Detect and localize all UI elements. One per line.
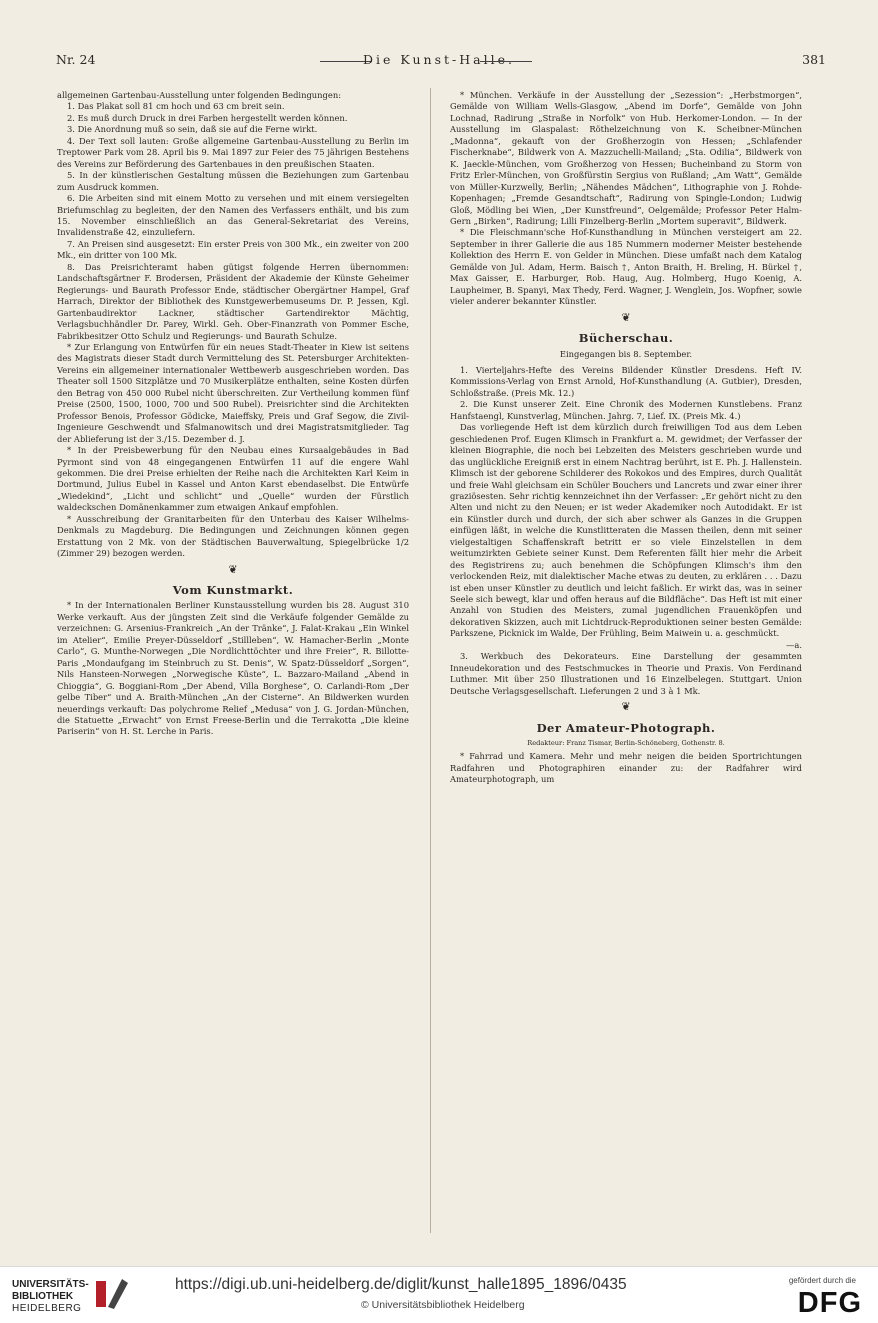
paragraph: Das vorliegende Heft ist dem kürzlich durch freiwilligen Tod aus dem Leben geschiedenen Prof. Eugen Klimsch in Frankfurt a. M. gewidmet; der Verfasser der kleinen Biographie, die noch bei Lebzeiten des Meisters geschrieben wurde und das unglückliche Ereigniß erst in einem Nachtrag berührt, ist E. Ph. J. Hallenstein. Klimsch ist der geborene Schilderer des Rokokos und des Empires, durch Qualität und freie Wahl gleichsam ein Schüler Bouchers und Lancrets und zwar einer ihrer graziösesten. Sehr richtig kennzeichnet ihn der Verfasser: „Er gehört nicht zu den Alten und nicht zu den Neuen; er ist weder Akademiker noch Autodidakt. Er ist ein Künstler durch und durch, der sich aber schwer als Ganzes in die Gruppen einfügen läßt, in welche die Kunstlitteraten die Massen theilen, denn mit seiner vielgestaltigen Schaffenskraft betritt er so viele Einzelstellen in dem weitumzirkten Gebiete seiner Kunst. Dem Referenten fällt hier mehr die Arbeit des Registrirens zu; auch benehmen die Schöpfungen Klimsch's ihm den verlockenden Reiz, mit dialektischer Mache etwas zu deuten, zu erklären . . . Dazu ist eben unser Künstler zu deutlich und leicht faßlich. Er wirkt das, was in seiner Seele sich bewegt, klar und offen heraus auf die Bildfläche“. Das Heft ist mit einer Anzahl von Studien des Meisters, zumal jugendlichen Frauenköpfen und dekorativen Skizzen, auch mit Lichtdruck-Reproduktionen seiner besten Gemälde: Parkszene, Picknick im Walde, Der Frühling, Beim Maiwein u. a. geschmückt. [450, 422, 802, 639]
permalink-url[interactable]: https://digi.ub.uni-heidelberg.de/diglit/kunst_halle1895_1896/0435 [175, 1276, 627, 1293]
fleuron-ornament-icon: ❦ [621, 700, 631, 714]
paragraph: * Zur Erlangung von Entwürfen für ein neues Stadt-Theater in Kiew ist seitens des Magistrats dieser Stadt durch Vermittelung des St. Petersburger Architekten-Vereins ein allgemeiner internationaler Wettbewerb ausgeschrieben worden. Das Theater soll 1500 Sitzplätze und 70 Musikerplätze enthalten, seine Kosten dürfen den Betrag von 450 000 Rubel nicht überschreiten. Zur Vertheilung kommen fünf Preise (2500, 1500, 1000, 700 und 500 Rubel). Preisrichter sind die Architekten Professor Benois, Professor Gödicke, Maieffsky, Preis und Graf Segow, die Zivil-Ingenieure Geschwendt und Sfalmanowitsch und drei Magistratsmitglieder. Tag der Ablieferung ist der 3./15. Dezember d. J. [57, 341, 409, 444]
fleuron-ornament-icon: ❦ [228, 562, 238, 576]
library-emblem-icon [92, 1275, 130, 1313]
paragraph: allgemeinen Gartenbau-Ausstellung unter folgenden Bedingungen: [57, 90, 342, 100]
library-city: HEIDELBERG [12, 1303, 82, 1314]
paragraph: 8. Das Preisrichteramt haben gütigst folgende Herren übernommen: Landschaftsgärtner F. Brodersen, Präsident der Akademie der Künste Geheimer Regierungs- und Baurath Professor Ende, städtischer Obergärtner Hampel, Graf Harrach, Direktor der Bibliothek des Kunstgewerbemuseums Dr. P. Jessen, Kgl. Gartenbaudirektor Lackner, städtischer Gartendirektor Mächtig, Verlagsbuchhändler Dr. Parey, Wirkl. Geh. Ober-Finanzrath von Pommer Esche, Fabrikbesitzer Otto Schulz und Regierungs- und Baurath Schulze. [57, 261, 409, 341]
paragraph: * München. Verkäufe in der Ausstellung der „Sezession“: „Herbstmorgen“, Gemälde von William Wells-Glasgow, „Abend im Dorfe“, Gemälde von John Lochnad, Radirung „Straße in Norfolk“ von Hub. Herkomer-London. — In der Ausstellung im Glaspalast: Röthelzeichnung von K. Scheibner-München „Madonna“, gekauft von der Großherzogin von Hessen; „Schlafender Fischerknabe“, Bildwerk von A. Mazzuchelli-Mailand; „Sta. Odilia“, Bildwerk von K. Jaeckle-München, vom Großherzog von Hessen; Bucheinband zu Storm von Fritz Erler-München, von Großfürstin Sergius von Rußland; „Am Watt“, Gemälde von Müller-Kurzwelly, Berlin; „Nähendes Mädchen“, Lithographie von J. Rohde-Kopenhagen; „Fremde Gesandtschaft“, Radirung von Spingle-London; Ludwig Gloß, Mödling bei Wien, „Der Kunstfreund“, Oelgemälde; Professor Peter Halm-Gern „Birken“, Radirung; Lilli Finzelberg-Berlin „Mortem superavit“, Bildwerk. [450, 90, 802, 226]
paragraph: 7. An Preisen sind ausgesetzt: Ein erster Preis von 300 Mk., ein zweiter von 200 Mk., ein dritter von 100 Mk. [57, 238, 409, 261]
viewer-footer [0, 1266, 878, 1323]
right-column [450, 90, 802, 786]
paragraph: * Die Fleischmann'sche Hof-Kunsthandlung in München versteigert am 22. September in ihrer Gallerie die aus 185 Nummern moderner Meister bestehende Kollektion des Herrn E. von Gelder in München. Diese umfaßt nach dem Katalog Gemälde von Jul. Adam, Herm. Baisch †, Anton Braith, H. Breling, H. Bürkel †, Max Gaisser, E. Harburger, Rob. Haug, Aug. Holmberg, Hugo Koenig, A. Laupheimer, B. Spanyi, Max Thedy, Ferd. Wagner, J. Wenglein, Jos. Wopfner, sowie vieler anderer bekannter Künstler. [450, 227, 802, 307]
page-header [46, 50, 832, 72]
section-heading: Der Amateur-Photograph. [536, 720, 716, 735]
paragraph: 2. Die Kunst unserer Zeit. Eine Chronik des Modernen Kunstlebens. Franz Hanfstaengl, Kunstverlag, München. Jahrg. 7, Lief. IX. (Preis Mk. 4.) [450, 399, 802, 421]
section-subheading: Eingegangen bis 8. September. [559, 348, 693, 359]
paragraph: 4. Der Text soll lauten: Große allgemeine Gartenbau-Ausstellung zu Berlin im Treptower Park vom 28. April bis 9. Mai 1897 zur Feier des 75 jährigen Bestehens des Vereins zur Beförderung des Gartenbaues in den preußischen Staaten. [57, 135, 409, 169]
funding-label: gefördert durch die [788, 1276, 856, 1285]
paragraph: 3. Werkbuch des Dekorateurs. Eine Darstellung der gesammten Inneudekoration und des Festschmuckes in Theorie und Praxis. Von Ferdinand Luthmer. Mit über 250 Illustrationen und 16 Einzelbelegen. Stuttgart. Union Deutsche Verlagsgesellschaft. Lieferungen 2 und 3 à 1 Mk. [450, 651, 802, 696]
library-name: UNIVERSITÄTS-BIBLIOTHEK [12, 1279, 89, 1302]
paragraph: 3. Die Anordnung muß so sein, daß sie auf die Ferne wirkt. [67, 124, 318, 135]
library-logo-text[interactable] [12, 1279, 87, 1315]
editor-line: Redakteur: Franz Tismar, Berlin-Schöneberg, Gothenstr. 8. [527, 739, 725, 748]
column-divider [430, 88, 431, 1233]
paragraph: 6. Die Arbeiten sind mit einem Motto zu versehen und mit einem versiegelten Briefumschlag zu begleiten, der den Namen des Verfassers enthält, und bis zum 15. November einschließlich an das General-Sekretariat des Vereins, Invalidenstraße 42, einzuliefern. [57, 193, 409, 238]
paragraph: * Fahrrad und Kamera. Mehr und mehr neigen die beiden Sportrichtungen Radfahren und Photographiren einander zu: der Radfahrer wird Amateurphotograph, um [450, 751, 802, 785]
author-signature: —a. [786, 639, 802, 650]
ornament-right [480, 61, 532, 62]
dfg-logo[interactable]: DFG [797, 1287, 862, 1319]
issue-number: Nr. 24 [56, 52, 96, 67]
paragraph: 1. Das Plakat soll 81 cm hoch und 63 cm breit sein. [67, 101, 285, 112]
section-heading: Vom Kunstmarkt. [172, 583, 294, 598]
paragraph: * Ausschreibung der Granitarbeiten für den Unterbau des Kaiser Wilhelms-Denkmals zu Magdeburg. Die Bedingungen und Zeichnungen können gegen Erstattung von 2 Mk. von der Städtischen Bauverwaltung, Spiegelbrücke 1/2 (Zimmer 29) bezogen werden. [57, 513, 409, 559]
paragraph: * In der Preisbewerbung für den Neubau eines Kursaalgebäudes in Bad Pyrmont sind von 48 eingegangenen Entwürfen 11 auf die engere Wahl gekommen. Die drei Preise erhielten der Reihe nach die Architekten Karl Keim in Dortmund, Julius Eubel in Kassel und Anton Karst ebendaselbst. Die Entwürfe „Wiedekind“, „Licht und schlicht“ und „Quelle“ wurden der Fürstlich waldeckschen Domänenkammer zum etwaigen Ankauf empfohlen. [57, 445, 409, 513]
page-number: 381 [802, 52, 826, 67]
fleuron-ornament-icon: ❦ [621, 310, 631, 324]
paragraph: * In der Internationalen Berliner Kunstausstellung wurden bis 28. August 310 Werke verkauft. Aus der jüngsten Zeit sind die Verkäufe folgender Gemälde zu verzeichnen: G. Arsenius-Frankreich „An der Tränke“, J. Falat-Krakau „Ein Winkel im Atelier“, Emilie Preyer-Düsseldorf „Stillleben“, W. Hamacher-Berlin „Monte Carlo“, G. Munthe-Norwegen „Die Nordlichttöchter und ihre Freier“, R. Billotte-Paris „Mondaufgang im Steinbruch zu St. Denis“, W. Spatz-Düsseldorf „Sorgen“, Nils Hansteen-Norwegen „Norwegische Küste“, L. Bazzaro-Mailand „Abend in Chioggia“, G. Boggiani-Rom „Der Abend, Villa Borghese“, O. Carlandi-Rom „Der gelbe Tiber“ und A. Braith-München „An der Cisterne“. An Bildwerken wurden neuerdings verkauft: Das polychrome Relief „Medusa“ von J. G. Jordan-München, die Statuette „Erwacht“ von Ernst Freese-Berlin und die Terrakotta „Die kleine Pariserin“ von H. St. Lerche in Paris. [57, 600, 409, 737]
paragraph: 1. Vierteljahrs-Hefte des Vereins Bildender Künstler Dresdens. Heft IV. Kommissions-Verlag von Ernst Arnold, Hof-Kunsthandlung (A. Gutbier), Dresden, Schloßstraße. (Preis Mk. 12.) [450, 364, 802, 398]
paragraph: 2. Es muß durch Druck in drei Farben hergestellt werden können. [67, 112, 348, 123]
paragraph: 5. In der künstlerischen Gestaltung müssen die Beziehungen zum Gartenbau zum Ausdruck kommen. [57, 170, 409, 192]
journal-title: Die Kunst-Halle. [363, 52, 515, 67]
copyright-notice: © Universitätsbibliothek Heidelberg [361, 1299, 525, 1311]
section-heading: Bücherschau. [578, 331, 674, 346]
left-column [57, 90, 409, 738]
